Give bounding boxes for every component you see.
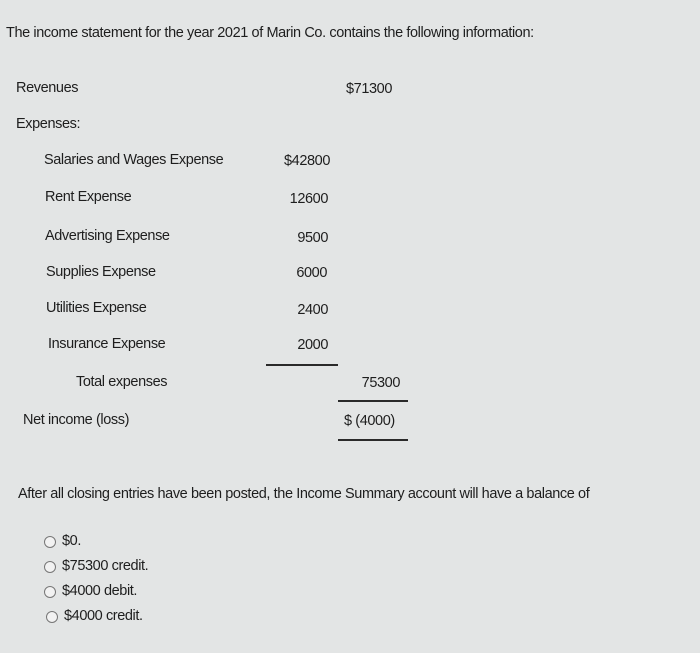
option-label[interactable]: $4000 debit. (62, 583, 138, 599)
expense-label: Salaries and Wages Expense (44, 152, 224, 168)
expense-value: 2400 (297, 302, 328, 318)
expense-label: Utilities Expense (46, 300, 147, 316)
revenues-label: Revenues (16, 80, 79, 96)
expense-label: Advertising Expense (45, 228, 170, 244)
radio-button[interactable] (44, 536, 56, 548)
expense-label: Insurance Expense (48, 336, 166, 352)
expense-value: 12600 (289, 191, 328, 207)
option-label[interactable]: $0. (62, 533, 81, 549)
total-expenses-value: 75300 (361, 375, 400, 391)
radio-button[interactable] (46, 611, 58, 623)
net-income-double-underline (338, 439, 408, 441)
intro-text: The income statement for the year 2021 of Marin Co. contains the following information: (6, 25, 534, 41)
net-income-value: $ (4000) (344, 413, 395, 429)
expenses-label: Expenses: (16, 116, 81, 132)
option-label[interactable]: $75300 credit. (62, 558, 149, 574)
radio-button[interactable] (44, 561, 56, 573)
subtotal-underline (266, 364, 338, 366)
option-label[interactable]: $4000 credit. (64, 608, 143, 624)
net-income-label: Net income (loss) (23, 412, 130, 428)
expense-label: Rent Expense (45, 189, 132, 205)
expense-value: 2000 (297, 337, 328, 353)
total-expenses-label: Total expenses (76, 374, 168, 390)
expense-value: 6000 (296, 265, 327, 281)
expense-label: Supplies Expense (46, 264, 156, 280)
expense-value: 9500 (297, 230, 328, 246)
total-underline (338, 400, 408, 402)
expense-value: $42800 (284, 153, 330, 169)
revenues-value: $71300 (346, 81, 392, 97)
radio-button[interactable] (44, 586, 56, 598)
question-text: After all closing entries have been posted, the Income Summary account will have a balance of (18, 486, 590, 502)
